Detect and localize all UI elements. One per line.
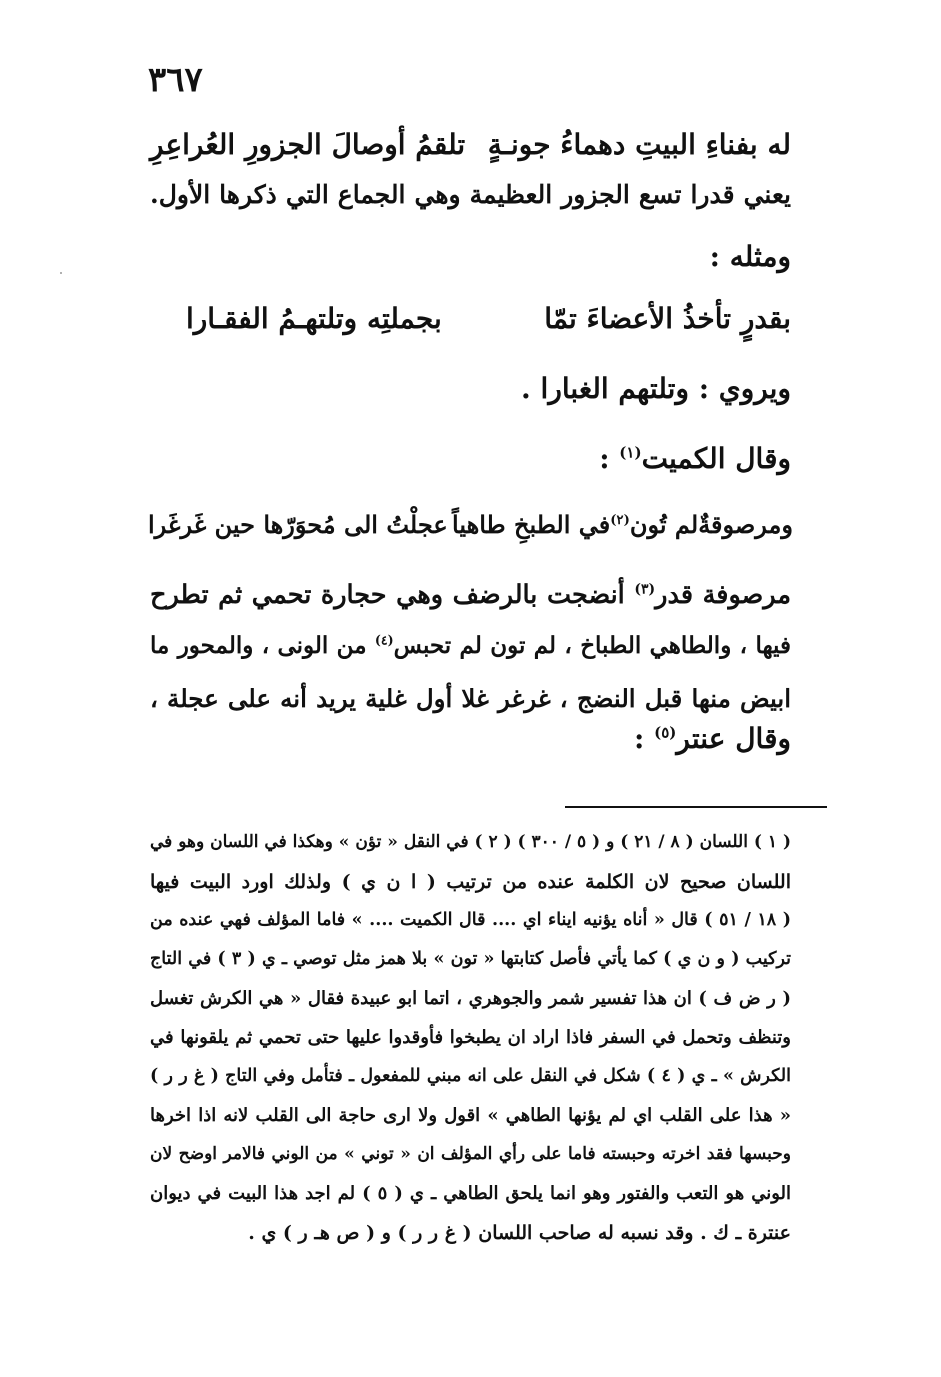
page-number: ٣٦٧ (148, 60, 203, 100)
footnote-line: ( ١٨ / ٥١ ) قال « أناه يؤنيه ايناء اي .... قال الكميت .... » فاما المؤلف فهي عنده من (150, 910, 792, 930)
footnote-line: وحبسها فقد اخرته وحبسته فاما على رأي المؤلف ان « توني » من الوني فالامر اوضح لان (150, 1144, 791, 1164)
footnote-marker: (٤) (374, 632, 394, 648)
footnote-line: تركيب ( و ن ي ) كما يأتي فأصل كتابتها « تون » بلا همز مثل توصي ـ ي ( ٣ ) في التاج (150, 949, 791, 969)
footnote-marker: (٥) (654, 723, 677, 742)
paragraph-line (150, 632, 791, 659)
verse-hemistich-left: تلقمُ أوصالَ الجزورِ العُراعِرِ (150, 128, 466, 161)
text-span: : (599, 442, 620, 475)
footnote-marker: (٣) (634, 581, 656, 598)
paragraph-line (150, 580, 791, 610)
footnote-line: اللسان صحيح لان الكلمة عنده من ترتيب ( ا ن ي ) ولذلك اورد البيت فيها (150, 871, 791, 893)
text-span: ومرصوقةٌلم تُون (629, 510, 793, 539)
footnote-line: عنترة ـ ك . وقد نسبه له صاحب اللسان ( غ ر ر ) و ( ص هـ ر ) ي . (248, 1222, 791, 1244)
text-span: : (634, 722, 655, 755)
footnote-separator (565, 806, 827, 808)
text-line (599, 442, 791, 475)
verse-line (150, 128, 791, 161)
paragraph-line: ابيض منها قبل النضج ، غرغر غلا أول غلية يريد أنه على عجلة ، (150, 684, 791, 713)
footnote-line: « هذا على القلب اي لم يؤنها الطاهي » اقول ولا ارى حاجة الى القلب لانه اذا اخرها (150, 1105, 791, 1126)
verse-line (186, 302, 791, 335)
text-span: وقال الكميت (641, 442, 791, 475)
scan-speck (60, 272, 62, 274)
text-span: من الونى ، والمحور ما (150, 632, 375, 659)
text-span: فيها ، والطاهي الطباخ ، لم تون لم تحبس (393, 632, 791, 659)
verse-hemistich-right (452, 510, 793, 539)
text-line: ومثله : (709, 240, 791, 273)
verse-line (148, 510, 793, 539)
text-span: أنضجت بالرضف وهي حجارة تحمي ثم تطرح (150, 580, 635, 610)
footnote-line: الوني هو التعب والفتور وهو انما يلحق الطاهي ـ ي ( ٥ ) لم اجد هذا البيت في ديوان (150, 1183, 791, 1204)
footnote-marker: (١) (619, 443, 642, 462)
footnote-line: ( ١ ) اللسان ( ٨ / ٢١ ) و ( ٥ / ٣٠٠ ) ( ٢ ) في النقل « تؤن » وهكذا في اللسان وهو في (150, 832, 791, 852)
text-span: وقال عنتر (676, 722, 791, 755)
verse-hemistich-right: له بفناءِ البيتِ دهماءُ جونـةٍ (487, 128, 791, 161)
explanation-line: يعني قدرا تسع الجزور العظيمة وهي الجماع التي ذكرها الأول. (150, 180, 791, 209)
verse-hemistich-left: عجلْتُ الى مُحوَرّها حين غَرغَرا (148, 510, 448, 539)
verse-hemistich-right: بقدرٍ تأخذُ الأعضاءَ تمّا (544, 302, 791, 335)
verse-hemistich-left: بجملتِه وتلتهـمُ الفقـارا (186, 302, 442, 335)
footnote-marker: (٢) (610, 513, 630, 528)
paragraph-line (634, 722, 791, 755)
text-span: مرصوفة قدر (655, 580, 792, 610)
text-span: في الطبخِ طاهياً (452, 510, 611, 539)
text-line: ويروي : وتلتهم الغبارا . (521, 372, 791, 405)
footnote-line: ( ر ض ف ) ان هذا تفسير شمر والجوهري ، اتما ابو عبيدة فقال « هي الكرش تغسل (150, 988, 791, 1009)
footnote-line: وتنظف وتحمل في السفر فاذا اراد ان يطبخوا فأوقدوا عليها حتى تحمي ثم يلقونها في (150, 1027, 791, 1048)
footnote-line: الكرش » ـ ي ( ٤ ) شكل في النقل على انه مبني للمفعول ـ فتأمل وفي التاج ( غ ر ر ) (150, 1066, 792, 1086)
